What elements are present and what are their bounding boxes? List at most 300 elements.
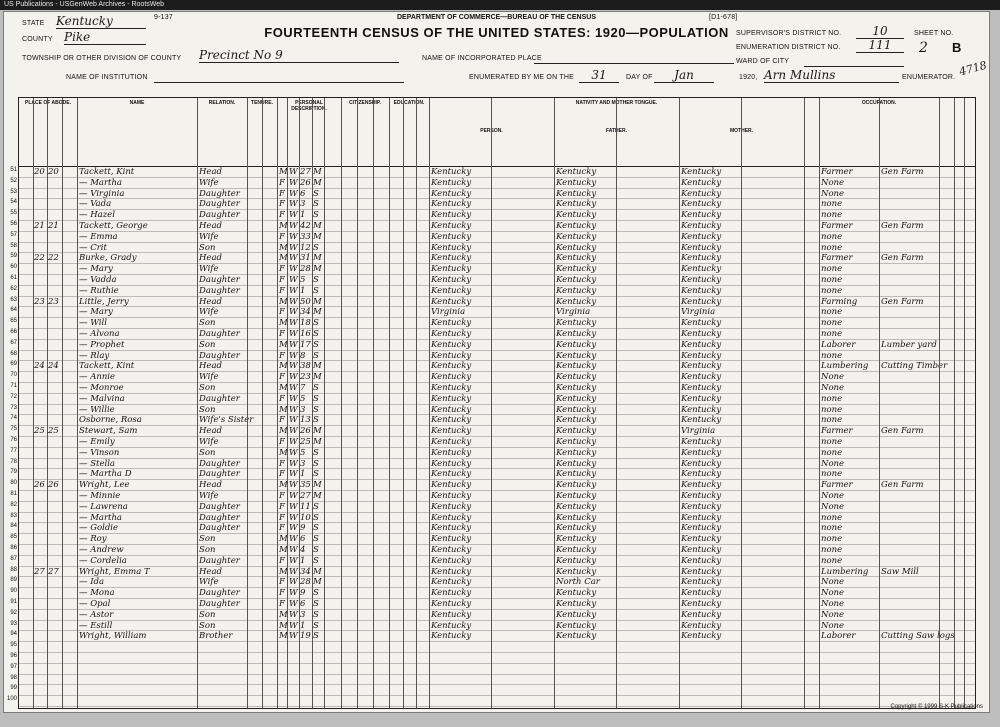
- father-birthplace: Kentucky: [556, 393, 597, 404]
- mother-birthplace: Kentucky: [681, 501, 722, 512]
- marital-status: S: [313, 210, 319, 221]
- mother-birthplace: Kentucky: [681, 577, 722, 588]
- occupation: None: [821, 372, 845, 383]
- race: W: [289, 437, 298, 447]
- age: 26: [300, 426, 311, 437]
- row-number: 89: [10, 577, 17, 584]
- race: W: [289, 555, 298, 566]
- age: 28: [300, 264, 311, 275]
- marital-status: M: [313, 566, 322, 577]
- column-divider: [62, 98, 63, 708]
- father-birthplace: Kentucky: [556, 512, 597, 523]
- row-number: 93: [10, 620, 17, 627]
- mother-birthplace: Kentucky: [681, 545, 722, 555]
- enumerator-name: Arn Mullins: [764, 68, 899, 83]
- row-number: 73: [10, 404, 17, 411]
- marital-status: M: [313, 231, 322, 242]
- occupation: Lumbering: [821, 361, 869, 372]
- family-number: 20: [48, 167, 59, 177]
- industry: Gen Farm: [881, 426, 924, 437]
- mother-birthplace: Kentucky: [681, 264, 722, 275]
- sex: F: [279, 231, 285, 242]
- mother-birthplace: Kentucky: [681, 599, 722, 609]
- father-birthplace: Kentucky: [556, 555, 597, 566]
- birthplace: Kentucky: [431, 253, 472, 264]
- occupation: Laborer: [821, 631, 856, 642]
- occupation: None: [821, 620, 845, 631]
- age: 28: [300, 577, 311, 588]
- ward-label: WARD OF CITY: [736, 58, 790, 65]
- ward-line: [804, 66, 904, 67]
- occupation: Farmer: [821, 167, 853, 177]
- race: W: [289, 231, 298, 242]
- mother-birthplace: Kentucky: [681, 167, 722, 177]
- row-number: 91: [10, 599, 17, 605]
- row-divider: [19, 674, 975, 675]
- industry: Saw Mill: [881, 566, 919, 577]
- father-birthplace: Kentucky: [556, 523, 597, 534]
- person-name: — Virginia: [79, 188, 125, 199]
- family-number: 27: [48, 566, 59, 577]
- age: 25: [300, 437, 311, 447]
- birthplace: Kentucky: [431, 447, 472, 458]
- person-name: Tackett, George: [79, 221, 148, 231]
- marital-status: M: [313, 372, 322, 383]
- birthplace: Kentucky: [431, 631, 472, 642]
- birthplace: Kentucky: [431, 577, 472, 588]
- race: W: [289, 501, 298, 512]
- marital-status: M: [313, 221, 322, 231]
- occupation: Farmer: [821, 480, 853, 491]
- relation: Son: [199, 383, 216, 393]
- race: W: [289, 221, 298, 231]
- sex: F: [279, 199, 285, 210]
- race: W: [289, 285, 298, 296]
- relation: Wife: [199, 177, 219, 188]
- age: 50: [300, 296, 311, 307]
- relation: Wife: [199, 577, 219, 588]
- mother-birthplace: Virginia: [681, 426, 716, 437]
- age: 1: [300, 285, 306, 296]
- father-birthplace: Kentucky: [556, 566, 597, 577]
- race: W: [289, 480, 298, 491]
- relation: Head: [199, 480, 222, 491]
- column-divider: [964, 98, 965, 708]
- occupation: none: [821, 534, 843, 545]
- race: W: [289, 199, 298, 210]
- person-name: — Martha: [79, 177, 122, 188]
- race: W: [289, 383, 298, 393]
- row-divider: [19, 706, 975, 707]
- mother-birthplace: Kentucky: [681, 339, 722, 350]
- relation: Daughter: [199, 501, 240, 512]
- column-divider: [247, 98, 248, 708]
- person-name: Stewart, Sam: [79, 426, 138, 437]
- occupation: None: [821, 577, 845, 588]
- column-divider: [373, 98, 374, 708]
- column-divider: [277, 98, 278, 708]
- dwelling-number: 22: [34, 253, 45, 264]
- race: W: [289, 350, 298, 361]
- race: W: [289, 426, 298, 437]
- birthplace: Kentucky: [431, 501, 472, 512]
- sex: M: [279, 631, 288, 642]
- sex: M: [279, 296, 288, 307]
- age: 3: [300, 609, 306, 620]
- occupation: None: [821, 501, 845, 512]
- person-name: — Ruthie: [79, 285, 119, 296]
- group-occupation: OCCUPATION.: [861, 100, 897, 106]
- father-birthplace: Kentucky: [556, 242, 597, 253]
- industry: Gen Farm: [881, 253, 924, 264]
- sex: M: [279, 620, 288, 631]
- birthplace: Kentucky: [431, 404, 472, 415]
- birthplace: Kentucky: [431, 512, 472, 523]
- person-name: — Mary: [79, 264, 113, 275]
- sex: M: [279, 426, 288, 437]
- father-birthplace: Kentucky: [556, 501, 597, 512]
- group-place-of-abode: PLACE OF ABODE.: [25, 100, 71, 106]
- father-birthplace: Kentucky: [556, 285, 597, 296]
- sex: F: [279, 177, 285, 188]
- mother-birthplace: Kentucky: [681, 555, 722, 566]
- sex: F: [279, 264, 285, 275]
- birthplace: Kentucky: [431, 167, 472, 177]
- industry: Lumber yard: [881, 339, 937, 350]
- person-name: — Roy: [79, 534, 107, 545]
- race: W: [289, 566, 298, 577]
- father-birthplace: Kentucky: [556, 275, 597, 285]
- census-sheet: [4, 12, 989, 712]
- industry: Cutting Saw logs: [881, 631, 955, 642]
- occupation: none: [821, 318, 843, 329]
- father-birthplace: Kentucky: [556, 447, 597, 458]
- person-name: — Estill: [79, 620, 113, 631]
- industry: Gen Farm: [881, 480, 924, 491]
- race: W: [289, 631, 298, 642]
- mother-birthplace: Kentucky: [681, 437, 722, 447]
- row-number: 100: [6, 696, 17, 703]
- person-name: — Vadda: [79, 275, 117, 285]
- occupation: none: [821, 285, 843, 296]
- birthplace: Virginia: [431, 307, 466, 318]
- marital-status: S: [313, 350, 319, 361]
- sex: M: [279, 404, 288, 415]
- sheet-value: 2: [919, 40, 928, 56]
- birthplace: Kentucky: [431, 231, 472, 242]
- age: 5: [300, 447, 306, 458]
- row-number: 66: [10, 329, 17, 335]
- birthplace: Kentucky: [431, 426, 472, 437]
- relation: Wife: [199, 307, 219, 318]
- window-titlebar: [0, 0, 1000, 10]
- mother-birthplace: Kentucky: [681, 383, 722, 393]
- industry: Cutting Timber: [881, 361, 948, 372]
- father-birthplace: Kentucky: [556, 253, 597, 264]
- occupation: none: [821, 350, 843, 361]
- marital-status: S: [313, 512, 319, 523]
- age: 11: [300, 501, 311, 512]
- father-birthplace: Kentucky: [556, 199, 597, 210]
- birthplace: Kentucky: [431, 372, 472, 383]
- father-birthplace: Kentucky: [556, 221, 597, 231]
- sex: M: [279, 534, 288, 545]
- family-number: 24: [48, 361, 59, 372]
- race: W: [289, 339, 298, 350]
- race: W: [289, 167, 298, 177]
- row-number: 53: [10, 188, 17, 195]
- father-birthplace: Kentucky: [556, 296, 597, 307]
- race: W: [289, 577, 298, 588]
- person-name: — Annie: [79, 372, 116, 383]
- enumerated-label: ENUMERATED BY ME ON THE: [469, 74, 574, 81]
- birthplace: Kentucky: [431, 469, 472, 480]
- occupation: None: [821, 491, 845, 501]
- birthplace: Kentucky: [431, 609, 472, 620]
- row-number: 80: [10, 480, 17, 487]
- sex: F: [279, 329, 285, 339]
- relation: Daughter: [199, 285, 240, 296]
- industry: Gen Farm: [881, 296, 924, 307]
- relation: Head: [199, 167, 222, 177]
- occupation: none: [821, 545, 843, 555]
- birthplace: Kentucky: [431, 318, 472, 329]
- person-name: Burke, Grady: [79, 253, 137, 264]
- row-number: 82: [10, 501, 17, 508]
- row-number: 65: [10, 318, 17, 325]
- mother-birthplace: Kentucky: [681, 177, 722, 188]
- person-name: Tackett, Kint: [79, 167, 135, 177]
- county-label: COUNTY: [22, 36, 53, 43]
- industry: Gen Farm: [881, 167, 924, 177]
- mother-birthplace: Kentucky: [681, 372, 722, 383]
- row-divider: [19, 652, 975, 653]
- mother-birthplace: Kentucky: [681, 523, 722, 534]
- row-number: 96: [10, 653, 17, 659]
- column-divider: [429, 98, 430, 708]
- row-number: 68: [10, 350, 17, 357]
- father-birthplace: Kentucky: [556, 480, 597, 491]
- occupation: Farmer: [821, 426, 853, 437]
- race: W: [289, 469, 298, 480]
- marital-status: S: [313, 383, 319, 393]
- relation: Son: [199, 609, 216, 620]
- age: 9: [300, 523, 306, 534]
- age: 6: [300, 599, 306, 609]
- row-number: 84: [10, 523, 17, 530]
- age: 42: [300, 221, 311, 231]
- relation: Daughter: [199, 523, 240, 534]
- relation: Daughter: [199, 512, 240, 523]
- relation: Daughter: [199, 458, 240, 469]
- column-divider: [197, 98, 198, 708]
- race: W: [289, 512, 298, 523]
- occupation: none: [821, 512, 843, 523]
- column-divider: [324, 98, 325, 708]
- form-code: [D1-678]: [709, 14, 738, 21]
- race: W: [289, 545, 298, 555]
- person-name: — Mona: [79, 588, 115, 599]
- mother-birthplace: Kentucky: [681, 512, 722, 523]
- father-birthplace: Kentucky: [556, 437, 597, 447]
- relation: Daughter: [199, 199, 240, 210]
- institution-label: NAME OF INSTITUTION: [66, 74, 148, 81]
- row-number: 62: [10, 285, 17, 292]
- sex: F: [279, 491, 285, 501]
- birthplace: Kentucky: [431, 534, 472, 545]
- industry: Gen Farm: [881, 221, 924, 231]
- mother-birthplace: Kentucky: [681, 210, 722, 221]
- enumeration-value: 111: [856, 38, 904, 53]
- father-birthplace: North Car: [556, 577, 600, 588]
- race: W: [289, 609, 298, 620]
- year-label: 1920,: [739, 74, 758, 81]
- mother-birthplace: Kentucky: [681, 361, 722, 372]
- column-divider: [741, 98, 742, 708]
- sex: F: [279, 275, 285, 285]
- age: 6: [300, 188, 306, 199]
- relation: Daughter: [199, 275, 240, 285]
- marital-status: S: [313, 318, 319, 329]
- group-citizenship: CITIZENSHIP.: [349, 100, 381, 106]
- occupation: none: [821, 275, 843, 285]
- birthplace: Kentucky: [431, 275, 472, 285]
- relation: Son: [199, 534, 216, 545]
- race: W: [289, 458, 298, 469]
- row-number: 57: [10, 231, 17, 238]
- column-divider: [33, 98, 34, 708]
- nativity-father: FATHER.: [605, 128, 628, 134]
- supervisor-label: SUPERVISOR'S DISTRICT NO.: [736, 30, 842, 37]
- occupation: none: [821, 242, 843, 253]
- race: W: [289, 534, 298, 545]
- race: W: [289, 177, 298, 188]
- mother-birthplace: Kentucky: [681, 404, 722, 415]
- sex: M: [279, 253, 288, 264]
- birthplace: Kentucky: [431, 545, 472, 555]
- column-divider: [416, 98, 417, 708]
- age: 9: [300, 588, 306, 599]
- person-name: Wright, William: [79, 631, 147, 642]
- birthplace: Kentucky: [431, 415, 472, 426]
- mother-birthplace: Kentucky: [681, 350, 722, 361]
- dwelling-number: 26: [34, 480, 45, 491]
- column-divider: [403, 98, 404, 708]
- row-number: 83: [10, 512, 17, 519]
- mother-birthplace: Kentucky: [681, 491, 722, 501]
- person-name: — Crit: [79, 242, 107, 253]
- group-relation: RELATION.: [208, 100, 236, 106]
- relation: Son: [199, 447, 216, 458]
- marital-status: S: [313, 199, 319, 210]
- birthplace: Kentucky: [431, 523, 472, 534]
- person-name: — Vinson: [79, 447, 120, 458]
- relation: Son: [199, 242, 216, 253]
- father-birthplace: Kentucky: [556, 264, 597, 275]
- nativity-mother: MOTHER.: [729, 128, 754, 134]
- column-divider: [389, 98, 390, 708]
- group-name: NAME: [129, 100, 145, 106]
- relation: Wife: [199, 491, 219, 501]
- age: 34: [300, 566, 311, 577]
- age: 7: [300, 383, 306, 393]
- sex: F: [279, 210, 285, 221]
- birthplace: Kentucky: [431, 339, 472, 350]
- sex: F: [279, 555, 285, 566]
- state-value: Kentucky: [56, 14, 146, 29]
- mother-birthplace: Kentucky: [681, 199, 722, 210]
- person-name: — Lawrena: [79, 501, 128, 512]
- father-birthplace: Kentucky: [556, 167, 597, 177]
- sheet-label: SHEET NO.: [914, 30, 954, 37]
- birthplace: Kentucky: [431, 361, 472, 372]
- row-number: 75: [10, 426, 17, 433]
- row-number: 94: [10, 631, 17, 638]
- sex: F: [279, 577, 285, 588]
- row-number: 81: [10, 491, 17, 497]
- relation: Wife: [199, 437, 219, 447]
- sex: F: [279, 512, 285, 523]
- row-number: 76: [10, 437, 17, 443]
- sex: M: [279, 361, 288, 372]
- relation: Wife's Sister: [199, 415, 254, 426]
- age: 3: [300, 199, 306, 210]
- sex: F: [279, 188, 285, 199]
- age: 12: [300, 242, 311, 253]
- column-divider: [939, 98, 940, 708]
- occupation: Laborer: [821, 339, 856, 350]
- marital-status: S: [313, 285, 319, 296]
- age: 27: [300, 167, 311, 177]
- father-birthplace: Kentucky: [556, 318, 597, 329]
- marital-status: S: [313, 501, 319, 512]
- relation: Son: [199, 620, 216, 631]
- sex: F: [279, 469, 285, 480]
- family-number: 22: [48, 253, 59, 264]
- marital-status: S: [313, 188, 319, 199]
- relation: Daughter: [199, 210, 240, 221]
- dwelling-number: 23: [34, 296, 45, 307]
- mother-birthplace: Kentucky: [681, 609, 722, 620]
- father-birthplace: Kentucky: [556, 469, 597, 480]
- person-name: — Astor: [79, 609, 114, 620]
- father-birthplace: Kentucky: [556, 631, 597, 642]
- sex: M: [279, 545, 288, 555]
- race: W: [289, 415, 298, 426]
- race: W: [289, 588, 298, 599]
- sex: F: [279, 372, 285, 383]
- grid-header: [19, 98, 975, 167]
- sex: F: [279, 350, 285, 361]
- marital-status: M: [313, 426, 322, 437]
- row-number: 70: [10, 372, 17, 379]
- race: W: [289, 307, 298, 318]
- column-divider: [47, 98, 48, 708]
- person-name: Wright, Lee: [79, 480, 130, 491]
- marital-status: M: [313, 167, 322, 177]
- person-name: — Emily: [79, 437, 115, 447]
- mother-birthplace: Kentucky: [681, 480, 722, 491]
- sex: F: [279, 415, 285, 426]
- sex: F: [279, 523, 285, 534]
- marital-status: M: [313, 437, 322, 447]
- mother-birthplace: Kentucky: [681, 188, 722, 199]
- marital-status: M: [313, 264, 322, 275]
- department-title: DEPARTMENT OF COMMERCE—BUREAU OF THE CENSUS: [397, 14, 596, 21]
- person-name: — Martha D: [79, 469, 132, 480]
- race: W: [289, 361, 298, 372]
- supervisor-value: 10: [856, 24, 904, 39]
